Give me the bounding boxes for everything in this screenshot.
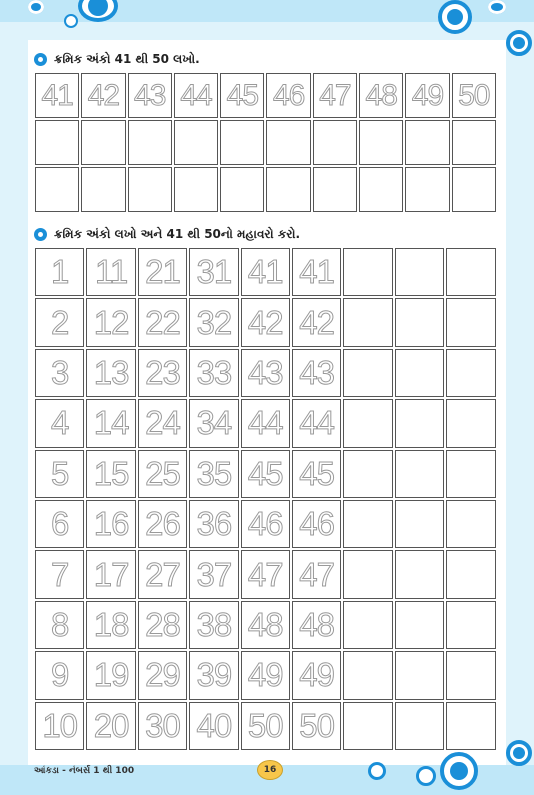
blank-writing-cell[interactable]: [446, 450, 495, 498]
trace-cell[interactable]: 42: [81, 73, 125, 118]
blank-writing-cell[interactable]: [343, 450, 392, 498]
blank-writing-cell[interactable]: [266, 167, 310, 212]
blank-writing-cell[interactable]: [405, 120, 449, 165]
trace-cell[interactable]: 42: [241, 298, 290, 346]
trace-cell[interactable]: 40: [189, 702, 238, 750]
blank-writing-cell[interactable]: [81, 120, 125, 165]
blank-writing-cell[interactable]: [128, 120, 172, 165]
trace-cell[interactable]: 46: [266, 73, 310, 118]
blank-writing-cell[interactable]: [446, 349, 495, 397]
trace-cell[interactable]: 41: [292, 248, 341, 296]
trace-cell[interactable]: 15: [86, 450, 135, 498]
trace-cell[interactable]: 3: [35, 349, 84, 397]
bubble-decoration: [513, 37, 525, 49]
blank-writing-cell[interactable]: [81, 167, 125, 212]
tracing-grid-1-50: [35, 248, 496, 750]
blank-writing-cell[interactable]: [446, 248, 495, 296]
trace-cell[interactable]: 19: [86, 651, 135, 699]
trace-cell[interactable]: 10: [35, 702, 84, 750]
blank-writing-cell[interactable]: [452, 120, 496, 165]
trace-cell[interactable]: 48: [241, 601, 290, 649]
blank-writing-cell[interactable]: [343, 500, 392, 548]
blank-writing-cell[interactable]: [343, 702, 392, 750]
blank-writing-cell[interactable]: [395, 550, 444, 598]
trace-cell[interactable]: 47: [292, 550, 341, 598]
trace-cell[interactable]: 38: [189, 601, 238, 649]
bubble-decoration: [447, 9, 463, 25]
blank-writing-cell[interactable]: [313, 120, 357, 165]
trace-cell[interactable]: 50: [292, 702, 341, 750]
blank-writing-cell[interactable]: [446, 399, 495, 447]
trace-cell[interactable]: 6: [35, 500, 84, 548]
blank-writing-cell[interactable]: [395, 248, 444, 296]
blank-writing-cell[interactable]: [452, 167, 496, 212]
blank-writing-cell[interactable]: [395, 500, 444, 548]
trace-cell[interactable]: 9: [35, 651, 84, 699]
trace-cell[interactable]: 42: [292, 298, 341, 346]
blank-writing-cell[interactable]: [266, 120, 310, 165]
trace-cell[interactable]: 28: [138, 601, 187, 649]
trace-cell[interactable]: 27: [138, 550, 187, 598]
blank-writing-cell[interactable]: [174, 167, 218, 212]
blank-writing-cell[interactable]: [446, 702, 495, 750]
blank-writing-cell[interactable]: [446, 500, 495, 548]
trace-cell[interactable]: 43: [241, 349, 290, 397]
blank-writing-cell[interactable]: [343, 651, 392, 699]
section-1-heading: [34, 52, 200, 67]
trace-cell[interactable]: 43: [292, 349, 341, 397]
bubble-decoration: [513, 747, 525, 759]
trace-cell[interactable]: 24: [138, 399, 187, 447]
trace-cell[interactable]: 44: [241, 399, 290, 447]
trace-cell[interactable]: 7: [35, 550, 84, 598]
section-2-instruction: ક્રમિક અંકો લખો અને 41 થી 50નો મહાવરો કરો.: [54, 227, 301, 241]
blank-writing-cell[interactable]: [395, 349, 444, 397]
blank-writing-cell[interactable]: [35, 120, 79, 165]
trace-cell[interactable]: 33: [189, 349, 238, 397]
blank-writing-cell[interactable]: [343, 248, 392, 296]
trace-cell[interactable]: 48: [292, 601, 341, 649]
bullet-icon: [34, 53, 47, 66]
trace-cell[interactable]: 46: [292, 500, 341, 548]
trace-cell[interactable]: 45: [241, 450, 290, 498]
trace-cell[interactable]: 20: [86, 702, 135, 750]
trace-cell[interactable]: 35: [189, 450, 238, 498]
blank-writing-cell[interactable]: [395, 651, 444, 699]
blank-writing-cell[interactable]: [395, 450, 444, 498]
trace-cell[interactable]: 50: [452, 73, 496, 118]
trace-cell[interactable]: 14: [86, 399, 135, 447]
trace-cell[interactable]: 30: [138, 702, 187, 750]
blank-writing-cell[interactable]: [343, 601, 392, 649]
blank-writing-cell[interactable]: [395, 399, 444, 447]
section-1-instruction: ક્રમિક અંકો 41 થી 50 લખો.: [54, 52, 200, 66]
trace-cell[interactable]: 31: [189, 248, 238, 296]
blank-writing-cell[interactable]: [220, 120, 264, 165]
trace-cell[interactable]: 34: [189, 399, 238, 447]
trace-cell[interactable]: 50: [241, 702, 290, 750]
trace-cell[interactable]: 44: [174, 73, 218, 118]
blank-writing-cell[interactable]: [343, 550, 392, 598]
trace-cell[interactable]: 49: [292, 651, 341, 699]
trace-cell[interactable]: 22: [138, 298, 187, 346]
trace-cell[interactable]: 49: [241, 651, 290, 699]
trace-cell[interactable]: 45: [220, 73, 264, 118]
trace-cell[interactable]: 49: [405, 73, 449, 118]
trace-cell[interactable]: 25: [138, 450, 187, 498]
trace-cell[interactable]: 17: [86, 550, 135, 598]
trace-cell[interactable]: 37: [189, 550, 238, 598]
section-2-heading: [34, 227, 300, 242]
trace-cell[interactable]: 46: [241, 500, 290, 548]
page-number: 16: [257, 760, 283, 780]
blank-writing-cell[interactable]: [220, 167, 264, 212]
trace-cell[interactable]: 36: [189, 500, 238, 548]
bubble-decoration: [28, 0, 44, 14]
blank-writing-cell[interactable]: [359, 120, 403, 165]
blank-writing-cell[interactable]: [395, 601, 444, 649]
bullet-icon: [34, 228, 47, 241]
blank-writing-cell[interactable]: [313, 167, 357, 212]
book-title: આંકડા - નંબર્સ 1 થી 100: [34, 766, 135, 776]
blank-writing-cell[interactable]: [405, 167, 449, 212]
blank-writing-cell[interactable]: [446, 298, 495, 346]
trace-cell[interactable]: 48: [359, 73, 403, 118]
trace-cell[interactable]: 12: [86, 298, 135, 346]
blank-writing-cell[interactable]: [343, 298, 392, 346]
blank-writing-cell[interactable]: [35, 167, 79, 212]
blank-writing-cell[interactable]: [174, 120, 218, 165]
trace-cell[interactable]: 44: [292, 399, 341, 447]
trace-cell[interactable]: 23: [138, 349, 187, 397]
trace-cell[interactable]: 47: [313, 73, 357, 118]
bubble-decoration: [64, 14, 78, 28]
trace-cell[interactable]: 18: [86, 601, 135, 649]
blank-writing-cell[interactable]: [395, 702, 444, 750]
trace-cell[interactable]: 47: [241, 550, 290, 598]
blank-writing-cell[interactable]: [395, 298, 444, 346]
trace-cell[interactable]: 2: [35, 298, 84, 346]
trace-cell[interactable]: 41: [241, 248, 290, 296]
trace-cell[interactable]: 41: [35, 73, 79, 118]
blank-writing-cell[interactable]: [343, 349, 392, 397]
trace-cell[interactable]: 5: [35, 450, 84, 498]
trace-cell[interactable]: 13: [86, 349, 135, 397]
blank-writing-cell[interactable]: [446, 550, 495, 598]
trace-cell[interactable]: 32: [189, 298, 238, 346]
trace-cell[interactable]: 43: [128, 73, 172, 118]
blank-writing-cell[interactable]: [446, 651, 495, 699]
trace-cell[interactable]: 4: [35, 399, 84, 447]
bubble-decoration: [416, 766, 436, 786]
tracing-grid-41-50: [35, 73, 496, 212]
blank-writing-cell[interactable]: [446, 601, 495, 649]
trace-cell[interactable]: 1: [35, 248, 84, 296]
bubble-decoration: [488, 0, 506, 14]
bubble-decoration: [368, 762, 386, 780]
trace-cell[interactable]: 29: [138, 651, 187, 699]
bubble-decoration: [450, 762, 468, 780]
trace-cell[interactable]: 16: [86, 500, 135, 548]
trace-cell[interactable]: 21: [138, 248, 187, 296]
trace-cell[interactable]: 45: [292, 450, 341, 498]
blank-writing-cell[interactable]: [128, 167, 172, 212]
trace-cell[interactable]: 39: [189, 651, 238, 699]
trace-cell[interactable]: 11: [86, 248, 135, 296]
trace-cell[interactable]: 8: [35, 601, 84, 649]
trace-cell[interactable]: 26: [138, 500, 187, 548]
blank-writing-cell[interactable]: [359, 167, 403, 212]
blank-writing-cell[interactable]: [343, 399, 392, 447]
